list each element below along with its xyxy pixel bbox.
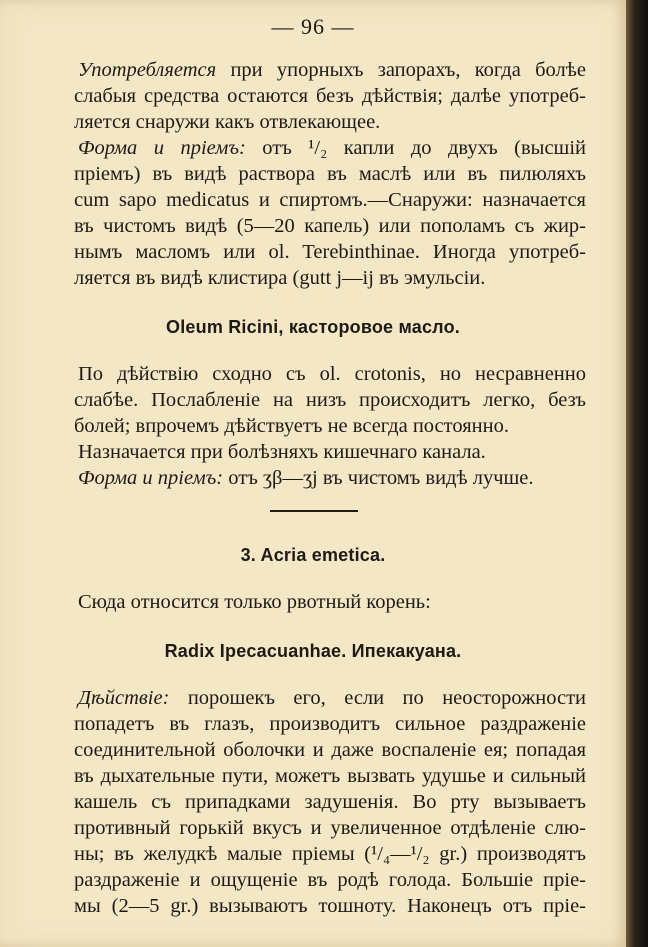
page-number: — 96 — — [271, 14, 355, 39]
text-line — [74, 764, 586, 788]
line-text: Назначается при болѣзняхъ кишечнаго канала. — [78, 441, 486, 463]
text-line — [78, 590, 431, 614]
text-line — [74, 738, 586, 762]
italic-lead: Форма и пріемъ: — [78, 137, 246, 159]
text-line — [78, 136, 586, 160]
line-text: cum sapo medicatus и спиртомъ.—Снаружи: назначается — [74, 189, 586, 211]
line-text: болей; впрочемъ дѣйствуетъ не всегда постоянно. — [74, 415, 509, 437]
text-line — [74, 188, 586, 212]
text-line — [74, 84, 586, 108]
text-line — [74, 414, 509, 438]
line-text: мы (2—5 gr.) вызываютъ тошноту. Наконецъ отъ пріе- — [74, 895, 586, 917]
text-line — [78, 440, 486, 464]
italic-lead: Дѣйствіе: — [78, 687, 170, 709]
text-line — [74, 266, 485, 290]
text-line — [78, 362, 586, 386]
italic-lead: Употребляется — [78, 59, 217, 81]
text-line — [74, 214, 586, 238]
line-text: слабыя средства остаются безъ дѣйствія; далѣе употреб- — [74, 85, 586, 107]
book-spine-edge — [626, 0, 648, 947]
line-text: слабѣе. Послабленіе на низъ происходитъ легко, безъ — [74, 389, 586, 411]
line-text: раздраженіе и ощущеніе въ родѣ голода. Большіе пріе- — [74, 869, 586, 891]
text-line — [74, 894, 586, 918]
line-text: Сюда относится только рвотный корень: — [78, 591, 431, 613]
line-text: отъ ʒβ—ʒj въ чистомъ видѣ лучше. — [223, 467, 534, 489]
section-heading-oleum-ricini: Oleum Ricini, касторовое масло. — [166, 317, 460, 337]
italic-lead: Форма и пріемъ: — [78, 467, 224, 489]
text-line — [74, 240, 586, 264]
line-text: противный горькій вкусъ и увеличенное отдѣленіе слю- — [74, 817, 586, 839]
line-text: соединительной оболочки и даже воспаленіе ея; попадая — [74, 739, 586, 761]
line-text: По дѣйствію сходно съ ol. crotonis, но несравненно — [78, 363, 586, 385]
text-line — [74, 162, 586, 186]
text-line — [74, 388, 586, 412]
section-divider — [270, 510, 358, 512]
text-line — [78, 466, 534, 490]
line-text: въ чистомъ видѣ (5—20 капель) или пополамъ съ жир- — [74, 215, 586, 237]
line-text: порошекъ его, если по неосторожности — [169, 687, 586, 709]
line-text: пріемъ) въ видѣ раствора въ маслѣ или въ пилюляхъ — [74, 163, 586, 185]
line-text: попадетъ въ глазъ, производитъ сильное раздраженіе — [74, 713, 586, 735]
text-line — [78, 58, 586, 82]
section-heading-acria-emetica: 3. Acria emetica. — [240, 545, 386, 565]
text-line — [74, 790, 586, 814]
line-text: ляется снаружи какъ отвлекающее. — [74, 111, 381, 133]
line-text: нымъ масломъ или ol. Terebinthinae. Иногда употреб- — [74, 241, 586, 263]
line-text: отъ ¹/₂ капли до двухъ (высшій — [245, 137, 586, 159]
line-text: при упорныхъ запорахъ, когда болѣе — [216, 59, 586, 81]
line-text: кашель съ припадками задушенія. Во рту вызываетъ — [74, 791, 586, 813]
text-line — [78, 686, 586, 710]
text-line — [74, 712, 586, 736]
line-text: ляется въ видѣ клистира (gutt j—ij въ эмульсіи. — [74, 267, 486, 289]
text-line — [74, 816, 586, 840]
text-line — [74, 110, 380, 134]
section-heading-radix-ipecacuanhae: Radix Ipecacuanhae. Ипекакуана. — [164, 641, 462, 661]
text-line — [74, 842, 586, 866]
line-text: въ дыхательные пути, можетъ вызвать удушье и сильный — [74, 765, 586, 787]
text-line — [74, 868, 586, 892]
line-text: ны; въ желудкѣ малые пріемы (¹/₄—¹/₂ gr.) производятъ — [74, 843, 586, 865]
